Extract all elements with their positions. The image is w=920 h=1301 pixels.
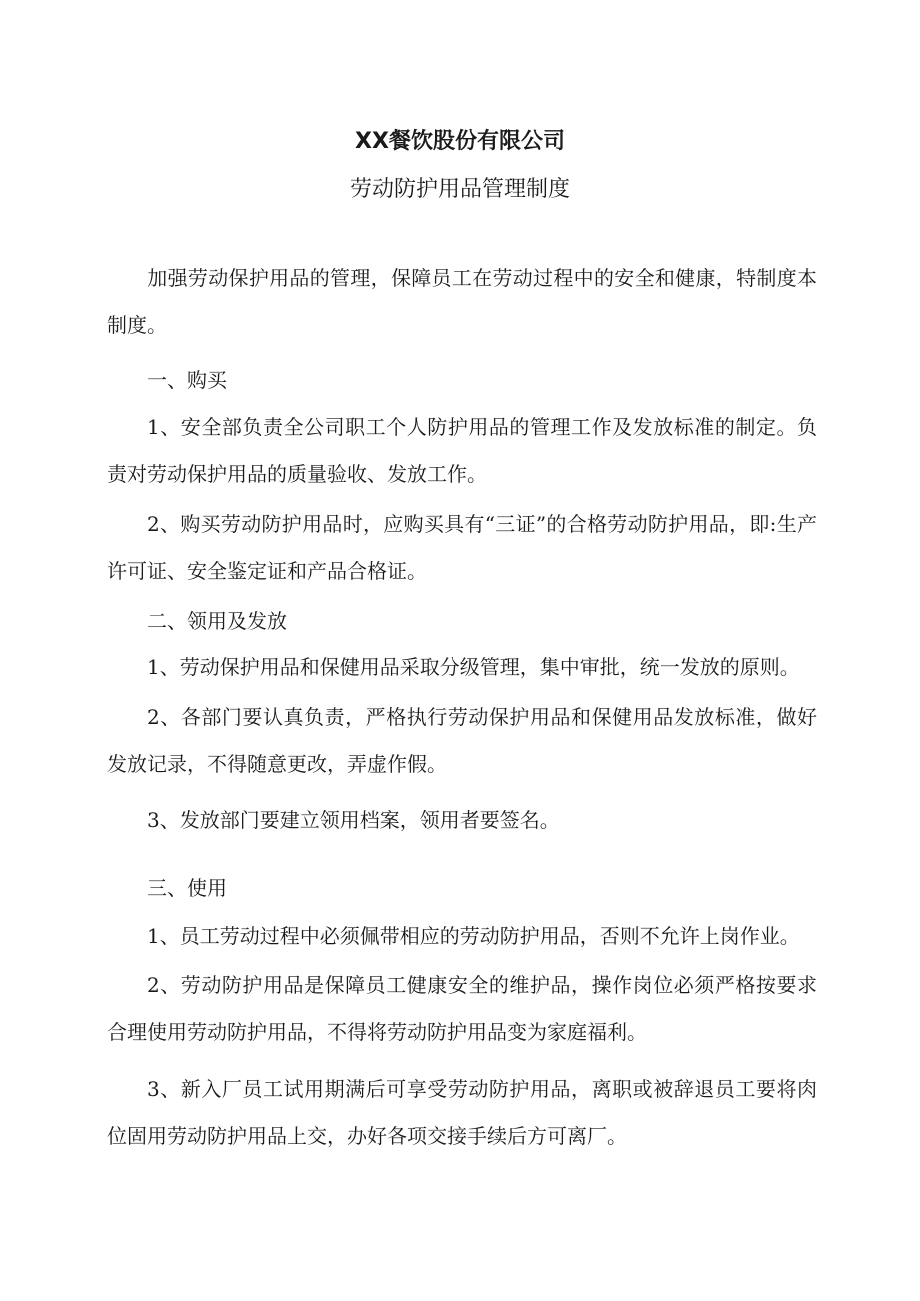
distribution-item-2 [107,694,817,788]
intro-paragraph [107,255,817,349]
section-heading-purchase: 一、购买 [147,368,227,392]
usage-item-1-text: 1、员工劳动过程中必须佩带相应的劳动防护用品，否则不允许上岗作业。 [147,924,800,948]
purchase-item-2 [107,501,817,595]
section-heading-usage: 三、使用 [147,876,227,900]
distribution-item-1 [107,644,817,691]
company-name: XX餐饮股份有限公司 [355,129,565,154]
intro-text: 加强劳动保护用品的管理，保障员工在劳动过程中的安全和健康，特制度本制度。 [107,266,817,337]
purchase-item-1 [107,404,817,498]
usage-item-2-text: 2、劳动防护用品是保障员工健康安全的维护品，操作岗位必须严格按要求合理使用劳动防护用品，不得将劳动防护用品变为家庭福利。 [107,973,817,1044]
distribution-item-3-text: 3、发放部门要建立领用档案，领用者要签名。 [147,808,560,832]
purchase-item-1-text: 1、安全部负责全公司职工个人防护用品的管理工作及发放标准的制定。负责对劳动保护用品的质量验收、发放工作。 [107,415,817,486]
section-heading-distribution: 二、领用及发放 [147,609,287,633]
distribution-item-1-text: 1、劳动保护用品和保健用品采取分级管理，集中审批，统一发放的原则。 [147,655,800,679]
document-title: 劳动防护用品管理制度 [349,177,570,202]
distribution-item-2-text: 2、各部门要认真负责，严格执行劳动保护用品和保健用品发放标准，做好发放记录，不得随意更改，弄虚作假。 [107,705,817,776]
usage-item-3-text: 3、新入厂员工试用期满后可享受劳动防护用品，离职或被辞退员工要将肉位固用劳动防护用品上交，办好各项交接手续后方可离厂。 [107,1077,817,1148]
distribution-item-3 [107,797,817,844]
usage-item-2 [107,962,817,1056]
usage-item-1 [107,913,817,960]
purchase-item-2-text: 2、购买劳动防护用品时，应购买具有“三证”的合格劳动防护用品，即:生产许可证、安全鉴定证和产品合格证。 [107,512,817,583]
usage-item-3 [107,1066,817,1160]
